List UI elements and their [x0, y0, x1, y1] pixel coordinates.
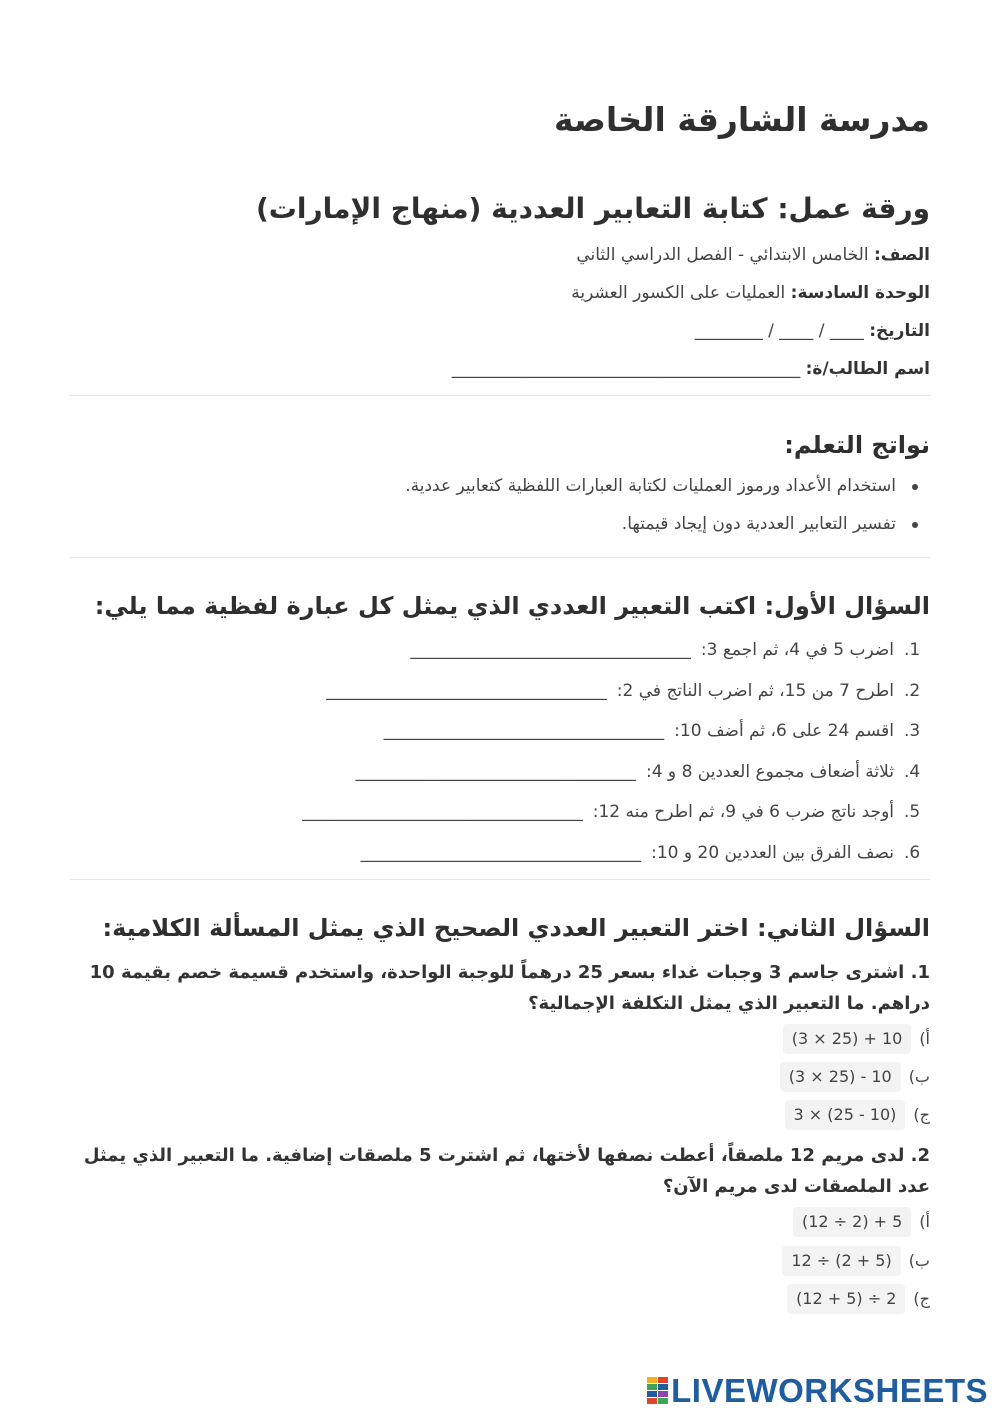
- divider: [70, 557, 930, 558]
- school-name: مدرسة الشارقة الخاصة: [553, 100, 930, 139]
- answer-blank[interactable]: _________________________________: [326, 680, 607, 701]
- unit-label: الوحدة السادسة:: [790, 283, 930, 303]
- question1-heading: السؤال الأول: اكتب التعبير العددي الذي يمثل كل عبارة لفظية مما يلي:: [94, 592, 930, 620]
- outcomes-list: [405, 474, 930, 550]
- student-name-label: اسم الطالب/ة:: [805, 359, 930, 379]
- answer-blank[interactable]: _________________________________: [360, 842, 642, 863]
- liveworksheets-logo[interactable]: [647, 1372, 988, 1410]
- date-field[interactable]: ____ / ____ / ________: [694, 321, 864, 341]
- question1-item: 1.اضرب 5 في 4، ثم اجمع 3:_________________________________: [302, 636, 930, 677]
- question1-item: 3.اقسم 24 على 6، ثم أضف 10:_________________________________: [302, 717, 930, 758]
- unit-value: العمليات على الكسور العشرية: [571, 283, 786, 303]
- answer-option[interactable]: ج)(12 + 5) ÷ 2: [787, 1284, 930, 1314]
- bullet-icon: [912, 522, 918, 528]
- answer-option[interactable]: ب)12 ÷ (2 + 5): [782, 1246, 930, 1276]
- grade-value: الخامس الابتدائي - الفصل الدراسي الثاني: [576, 245, 869, 265]
- grade-label: الصف:: [873, 245, 930, 265]
- bullet-icon: [912, 484, 918, 490]
- answer-option[interactable]: ب)(3 × 25) - 10: [780, 1062, 930, 1092]
- word-problem: 2. لدى مريم 12 ملصقاً، أعطت نصفها لأختها، ثم اشترت 5 ملصقات إضافية. ما التعبير الذي يمثل عدد الملصقات لدى مريم الآن؟: [83, 1145, 930, 1197]
- divider: [70, 879, 930, 880]
- unit-line: [571, 281, 930, 305]
- liveworksheets-logo-icon: [647, 1377, 669, 1405]
- logo-text: LIVEWORKSHEETS: [671, 1372, 988, 1409]
- worksheet-title: ورقة عمل: كتابة التعابير العددية (منهاج الإمارات): [256, 192, 930, 225]
- outcomes-heading: نواتج التعلم:: [784, 431, 930, 459]
- answer-blank[interactable]: _________________________________: [355, 761, 636, 782]
- divider: [70, 395, 930, 396]
- date-line: [695, 319, 930, 343]
- outcome-item: تفسير التعابير العددية دون إيجاد قيمتها.: [405, 512, 930, 550]
- answer-option[interactable]: أ)(12 ÷ 2) + 5: [793, 1207, 930, 1237]
- date-label: التاريخ:: [869, 321, 930, 341]
- answer-blank[interactable]: _________________________________: [302, 802, 583, 822]
- question1-item: 2.اطرح 7 من 15، ثم اضرب الناتج في 2:_________________________________: [302, 677, 930, 718]
- answer-blank[interactable]: _________________________________: [383, 721, 665, 741]
- student-name-field[interactable]: _________________________________________: [451, 359, 801, 379]
- word-problem: 1. اشترى جاسم 3 وجبات غداء بسعر 25 درهماً للوجبة الواحدة، واستخدم قسيمة خصم بقيمة 10 دراهم. ما التعبير الذي يمثل التكلفة الإجمالية؟: [89, 962, 930, 1014]
- question1-item: 6.نصف الفرق بين العددين 20 و 10:_________________________________: [302, 839, 930, 880]
- answer-option[interactable]: أ)(3 × 25) + 10: [783, 1024, 930, 1054]
- question1-list: [302, 636, 930, 879]
- grade-line: [576, 243, 930, 267]
- answer-option[interactable]: ج)3 × (25 - 10): [785, 1100, 930, 1130]
- student-name-line: [452, 357, 930, 381]
- question1-item: 4.ثلاثة أضعاف مجموع العددين 8 و 4:_________________________________: [302, 758, 930, 799]
- outcome-item: استخدام الأعداد ورموز العمليات لكتابة العبارات اللفظية كتعابير عددية.: [405, 474, 930, 512]
- question2-heading: السؤال الثاني: اختر التعبير العددي الصحيح الذي يمثل المسألة الكلامية:: [102, 914, 930, 942]
- answer-blank[interactable]: _________________________________: [410, 640, 691, 660]
- question1-item: 5.أوجد ناتج ضرب 6 في 9، ثم اطرح منه 12:_________________________________: [302, 798, 930, 839]
